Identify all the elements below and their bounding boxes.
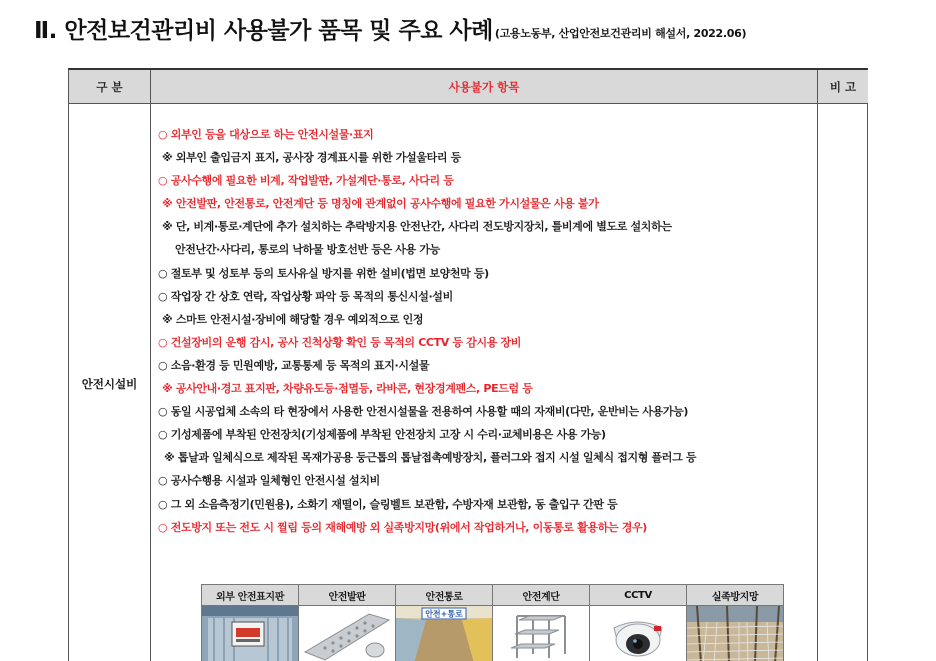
item-line: ※ 톱날과 일체식으로 제작된 목재가공용 둥근톱의 톱날접촉예방장치, 플러그와 접지 시설 일체식 접지형 플러그 등	[164, 451, 697, 465]
header-items: 사용불가 항목	[151, 70, 818, 104]
external-sign-image	[202, 606, 298, 661]
photo-label: 안전계단	[493, 584, 589, 606]
anti-slip-net-image	[687, 606, 783, 661]
item-line: ※ 단, 비계·통로·계단에 추가 설치하는 추락방지용 안전난간, 사다리 전도방지장치, 틀비계에 별도로 설치하는	[162, 220, 672, 234]
photo-safety-stairs	[493, 584, 590, 661]
item-line: ○ 기성제품에 부착된 안전장치(기성제품에 부착된 안전장치 고장 시 수리·교체비용은 사용 가능)	[158, 428, 606, 442]
safety-passage-image	[396, 606, 492, 661]
item-line: ○ 소음·환경 등 민원예방, 교통통제 등 목적의 표지·시설물	[158, 358, 430, 372]
item-line: ○ 전도방지 또는 전도 시 찔림 등의 재해예방 외 실족방지망(위에서 작업하거나, 이동통로 활용하는 경우)	[158, 520, 647, 534]
category-cell: 안전시설비	[69, 104, 151, 661]
item-line: ○ 공사수행용 시설과 일체형인 안전시설 설치비	[158, 474, 380, 488]
items-cell	[151, 104, 818, 661]
header-category: 구 분	[69, 70, 151, 104]
item-line: ※ 외부인 출입금지 표지, 공사장 경계표시를 위한 가설울타리 등	[162, 151, 461, 165]
header-note: 비 고	[818, 70, 868, 104]
cctv-image	[590, 606, 686, 661]
photo-label: 안전발판	[299, 584, 395, 606]
item-line: ※ 안전발판, 안전통로, 안전계단 등 명칭에 관계없이 공사수행에 필요한 가시설물은 사용 불가	[162, 197, 599, 211]
page-title-row	[34, 8, 914, 48]
photo-scaffold-plank	[299, 584, 396, 661]
item-line: ※ 공사안내·경고 표지판, 차량유도등·점멸등, 라바콘, 현장경계펜스, PE드럼 등	[162, 382, 533, 396]
example-photos	[201, 584, 783, 661]
item-line: ○ 작업장 간 상호 연락, 작업상황 파악 등 목적의 통신시설·설비	[158, 289, 453, 303]
item-line: ○ 절토부 및 성토부 등의 토사유실 방지를 위한 설비(법면 보양천막 등)	[158, 266, 489, 280]
page-source: (고용노동부, 산업안전보건관리비 해설서, 2022.06)	[494, 27, 747, 40]
passage-sign-text: 안전+통로	[425, 609, 463, 619]
photo-safety-passage	[396, 584, 493, 661]
photo-label: 안전통로	[396, 584, 492, 606]
page-title: Ⅱ. 안전보건관리비 사용불가 품목 및 주요 사례	[34, 18, 493, 44]
scaffold-plank-image	[299, 606, 395, 661]
item-line: ○ 외부인 등을 대상으로 하는 안전시설물·표지	[158, 128, 374, 141]
note-cell	[818, 104, 868, 661]
item-line: ※ 스마트 안전시설·장비에 해당할 경우 예외적으로 인정	[162, 312, 424, 326]
item-line: ○ 공사수행에 필요한 비계, 작업발판, 가설계단·통로, 사다리 등	[158, 174, 454, 188]
item-line: 안전난간·사다리, 통로의 낙하물 방호선반 등은 사용 가능	[175, 243, 440, 257]
photo-label: CCTV	[590, 584, 686, 606]
photo-external-sign	[202, 584, 299, 661]
photo-anti-slip-net	[687, 584, 784, 661]
item-line: ○ 그 외 소음측정기(민원용), 소화기 재떨이, 슬링벨트 보관함, 수방자재 보관함, 동 출입구 간판 등	[158, 497, 618, 511]
prohibited-items-table	[68, 68, 868, 661]
photo-label: 외부 안전표지판	[202, 584, 298, 606]
item-lines	[158, 123, 813, 539]
photo-cctv	[590, 584, 687, 661]
safety-stairs-image	[493, 606, 589, 661]
item-line: ○ 동일 시공업체 소속의 타 현장에서 사용한 안전시설물을 전용하여 사용할 때의 자재비(다만, 운반비는 사용가능)	[158, 405, 689, 419]
item-line: ○ 건설장비의 운행 감시, 공사 진척상황 확인 등 목적의 CCTV 등 감시용 장비	[158, 335, 522, 349]
photo-label: 실족방지망	[687, 584, 783, 606]
